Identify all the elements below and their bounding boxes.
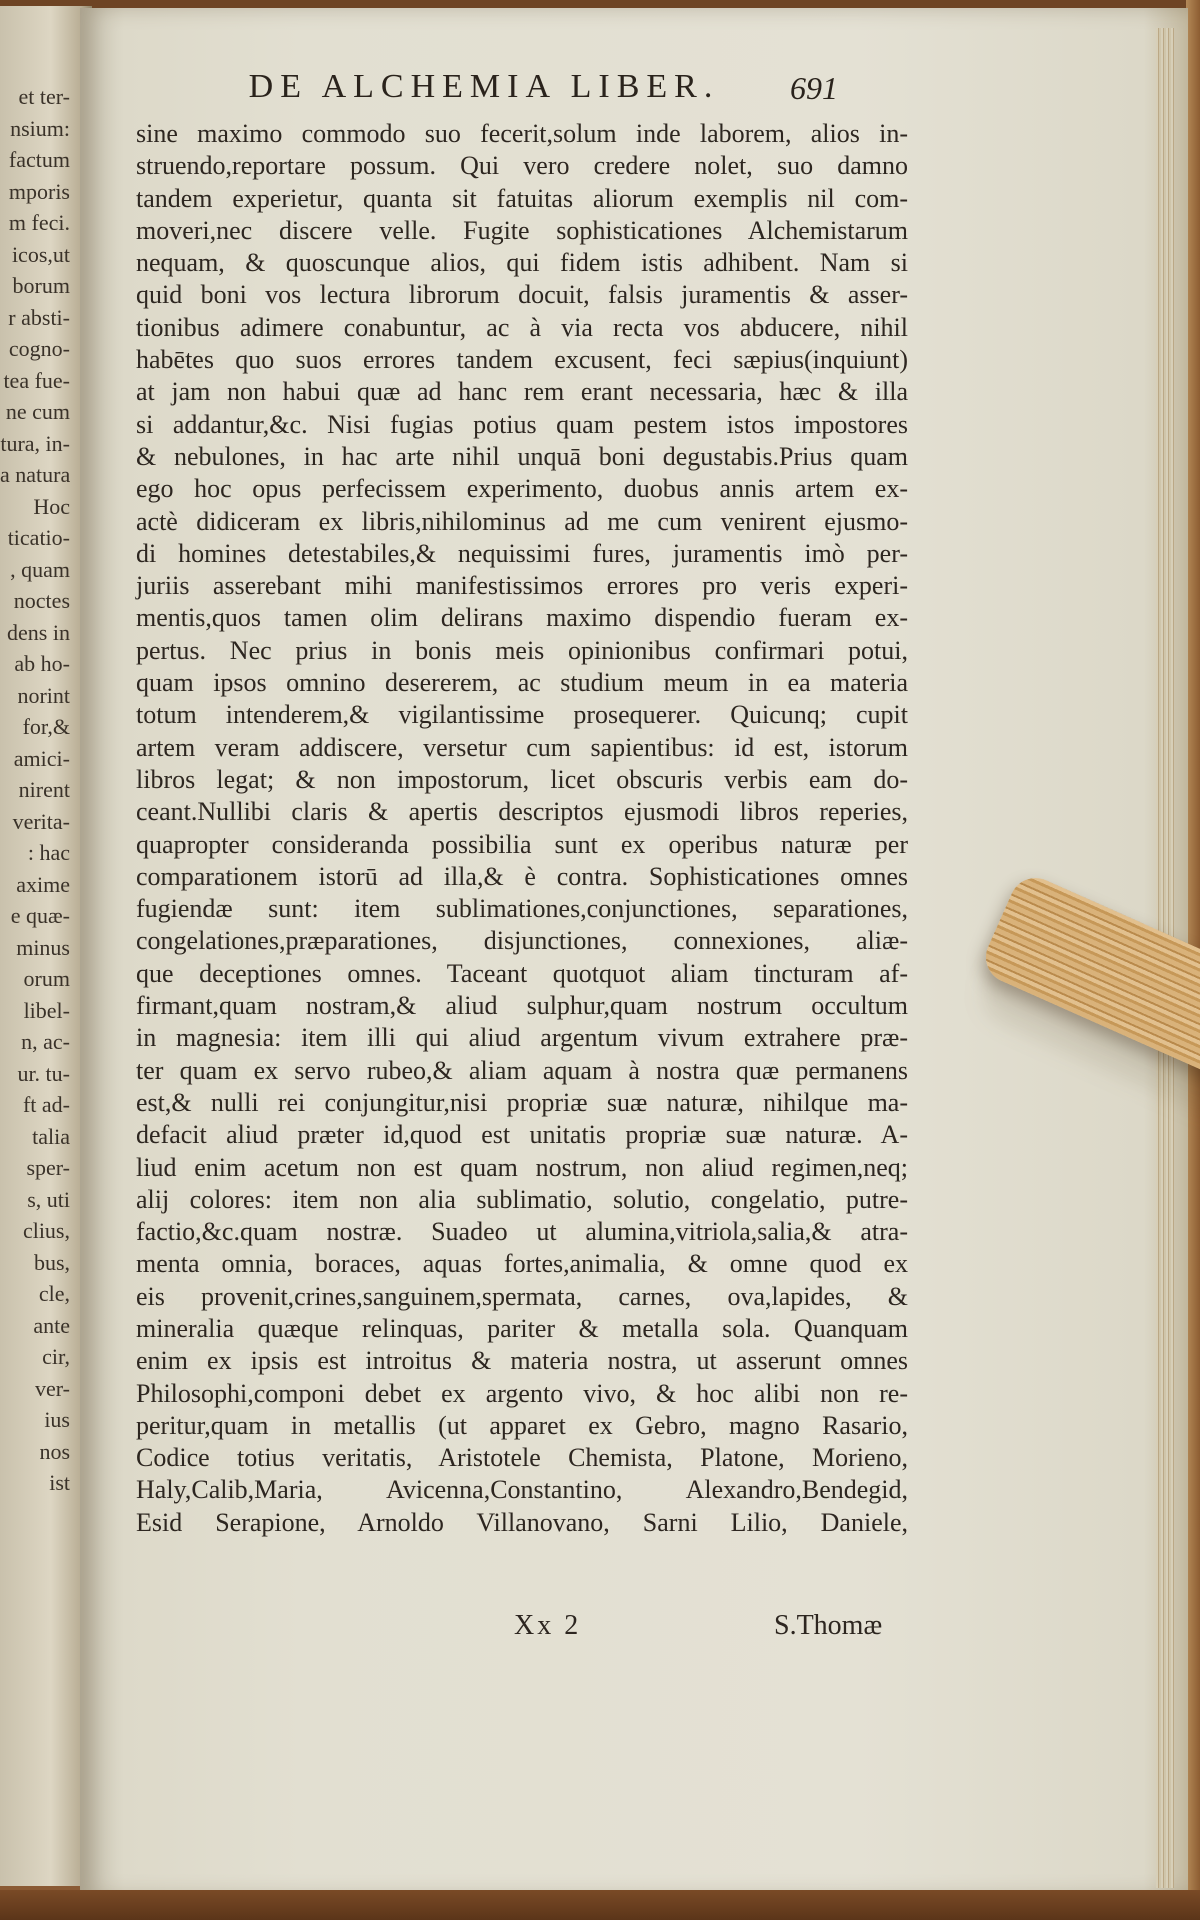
left-page-fragment: clius, — [22, 1218, 70, 1243]
left-page-fragment: amici- — [13, 745, 70, 771]
text-line: firmant,quam nostram,& aliud sulphur,quam nostrum occultum — [136, 991, 908, 1021]
left-page-fragment: talia — [32, 1123, 70, 1149]
text-line: que deceptiones omnes. Taceant quotquot aliam tincturam af- — [136, 958, 908, 988]
left-page-fragment: noctes — [13, 588, 70, 613]
backdrop-bottom — [0, 1890, 1200, 1920]
text-line: comparationem istorū ad illa,& è contra. Sophisticationes omnes — [136, 861, 908, 891]
text-line: ceant.Nullibi claris & apertis descriptos ejusmodi libros reperies, — [136, 797, 908, 827]
left-page-fragment: dens in — [7, 619, 70, 645]
left-page-fragment: ur. tu- — [17, 1060, 70, 1086]
text-line: peritur,quam in metallis (ut apparet ex Gebro, magno Rasario, — [136, 1410, 908, 1440]
left-page-fragment: axime — [16, 871, 70, 897]
text-line: ter quam ex servo rubeo,& aliam aquam à nostra quæ permanens — [136, 1055, 908, 1085]
left-page-fragment: Hoc — [33, 493, 70, 519]
text-line: est,& nulli rei conjungitur,nisi propriæ suæ naturæ, nihilque ma- — [136, 1087, 908, 1117]
left-page-fragment: sper- — [26, 1155, 70, 1180]
text-line: quam ipsos omnino desererem, ac studium meum in ea materia — [136, 668, 908, 698]
body-text — [136, 118, 908, 1539]
text-line: liud enim acetum non est quam nostrum, non aliud regimen,neq; — [136, 1152, 908, 1182]
text-line: quapropter consideranda possibilia sunt ex operibus naturæ per — [136, 829, 908, 859]
text-line: in magnesia: item illi qui aliud argentum vivum extrahere præ- — [136, 1023, 908, 1053]
signature-mark: Xx 2 — [514, 1610, 582, 1641]
text-line: sine maximo commodo suo fecerit,solum inde laborem, alios in- — [136, 119, 908, 148]
left-page-fragment: orum — [23, 966, 70, 991]
left-page-fragment: : hac — [27, 840, 70, 865]
left-page-fragment: bus, — [33, 1249, 70, 1275]
text-line: Codice totius veritatis, Aristotele Chemista, Platone, Morieno, — [136, 1443, 908, 1473]
text-line: actè didiceram ex libris,nihilominus ad me cum venirent ejusmo- — [136, 506, 908, 536]
left-page-fragment: s, uti — [27, 1186, 70, 1212]
left-page-fragment: ver- — [35, 1375, 70, 1401]
running-head: DE ALCHEMIA LIBER. — [248, 68, 720, 105]
catchword: S.Thomæ — [774, 1610, 883, 1641]
left-page-fragment: ist — [49, 1470, 70, 1495]
left-page-fragment: factum — [8, 147, 70, 172]
text-line: factio,&c.quam nostræ. Suadeo ut alumina,vitriola,salia,& atra- — [136, 1217, 908, 1247]
left-page-fragment: nos — [39, 1438, 70, 1464]
left-page-fragment: cle, — [38, 1281, 70, 1306]
left-page-fragment: minus — [16, 934, 70, 960]
left-page-fragment: , quam — [10, 556, 70, 582]
text-line: artem veram addiscere, versetur cum sapientibus: id est, istorum — [136, 732, 908, 762]
left-page-fragment: mporis — [8, 178, 70, 204]
left-page-fragment: icos,ut — [11, 241, 70, 267]
left-page-fragment: nirent — [18, 777, 70, 802]
left-page-fragment: ticatio- — [7, 525, 70, 550]
left-facing-page — [0, 6, 92, 1886]
text-line: si addantur,&c. Nisi fugias potius quam pestem istos impostores — [136, 409, 908, 439]
left-page-fragment: ius — [44, 1407, 70, 1432]
text-line: defacit aliud præter id,quod est unitatis propriæ suæ naturæ. A- — [136, 1120, 908, 1150]
text-line: menta omnia, boraces, aquas fortes,animalia, & omne quod ex — [136, 1249, 908, 1279]
text-line: Haly,Calib,Maria, Avicenna,Constantino, Alexandro,Bendegid, — [136, 1475, 908, 1505]
left-page-fragment: verita- — [12, 808, 70, 834]
text-line: at jam non habui quæ ad hanc rem erant necessaria, hæc & illa — [136, 377, 908, 407]
left-page-fragment: et ter- — [18, 84, 70, 109]
left-page-fragment: for,& — [22, 714, 70, 739]
text-line: nequam, & quoscunque alios, qui fidem istis adhibent. Nam si — [136, 248, 908, 278]
text-line: & nebulones, in hac arte nihil unquā boni degustabis.Prius quam — [136, 441, 908, 471]
text-line: tionibus adimere conabuntur, ac à via recta vos abducere, nihil — [136, 312, 908, 342]
left-page-fragment: m feci. — [8, 210, 70, 235]
left-page-fragment: n, ac- — [21, 1029, 70, 1054]
text-line: di homines detestabiles,& nequissimi fures, juramentis imò per- — [136, 538, 908, 568]
left-page-fragment: e quæ- — [10, 903, 70, 928]
left-page-fragment: ab ho- — [14, 651, 70, 676]
left-page-fragment: ft ad- — [22, 1092, 70, 1117]
left-page-fragment: tura, in- — [0, 430, 70, 456]
left-page-fragment: a natura — [0, 462, 71, 487]
text-line: pertus. Nec prius in bonis meis opinionibus confirmari potui, — [136, 635, 908, 665]
text-line: habētes quo suos errores tandem excusent, feci sæpius(inquiunt) — [136, 345, 908, 375]
left-page-fragment: tea fue- — [3, 367, 70, 393]
text-line: Esid Serapione, Arnoldo Villanovano, Sarni Lilio, Daniele, — [136, 1507, 908, 1537]
left-page-fragment: norint — [17, 682, 70, 708]
left-page-fragment: ante — [33, 1312, 70, 1338]
text-line: alij colores: item non alia sublimatio, solutio, congelatio, putre- — [136, 1184, 908, 1214]
text-line: moveri,nec discere velle. Fugite sophisticationes Alchemistarum — [136, 215, 908, 245]
text-line: mineralia quæque relinquas, pariter & metalla sola. Quanquam — [136, 1313, 908, 1343]
text-line: ego hoc opus perfecissem experimento, duobus annis artem ex- — [136, 474, 908, 504]
text-line: struendo,reportare possum. Qui vero credere nolet, suo damno — [136, 151, 908, 181]
text-line: eis provenit,crines,sanguinem,spermata, carnes, ova,lapides, & — [136, 1281, 908, 1311]
text-line: enim ex ipsis est introitus & materia nostra, ut asserunt omnes — [136, 1346, 908, 1376]
text-line: tandem experietur, quanta sit fatuitas aliorum exemplis nil com- — [136, 183, 908, 213]
text-line: totum intenderem,& vigilantissime prosequerer. Quicunq; cupit — [136, 700, 908, 730]
left-page-fragment: nsium: — [10, 115, 70, 141]
left-page-fragment: borum — [12, 273, 70, 298]
left-page-fragment: libel- — [23, 997, 70, 1023]
text-line: juriis asserebant mihi manifestissimos errores pro veris experi- — [136, 571, 908, 601]
text-line: libros legat; & non impostorum, licet obscuris verbis eam do- — [136, 764, 908, 794]
text-line: congelationes,præparationes, disjunctiones, connexiones, aliæ- — [136, 926, 908, 956]
left-page-fragment: cogno- — [8, 336, 70, 361]
page-number: 691 — [790, 70, 838, 106]
text-line: mentis,quos tamen olim delirans maximo dispendio fueram ex- — [136, 603, 908, 633]
left-page-fragment: r absti- — [8, 304, 70, 330]
left-page-fragment: ne cum — [5, 399, 70, 424]
left-page-fragment: cir, — [42, 1344, 70, 1369]
text-line: Philosophi,componi debet ex argento vivo, & hoc alibi non re- — [136, 1378, 908, 1408]
text-line: quid boni vos lectura librorum docuit, falsis juramentis & asser- — [136, 280, 908, 310]
text-line: fugiendæ sunt: item sublimationes,conjunctiones, separationes, — [136, 894, 908, 924]
